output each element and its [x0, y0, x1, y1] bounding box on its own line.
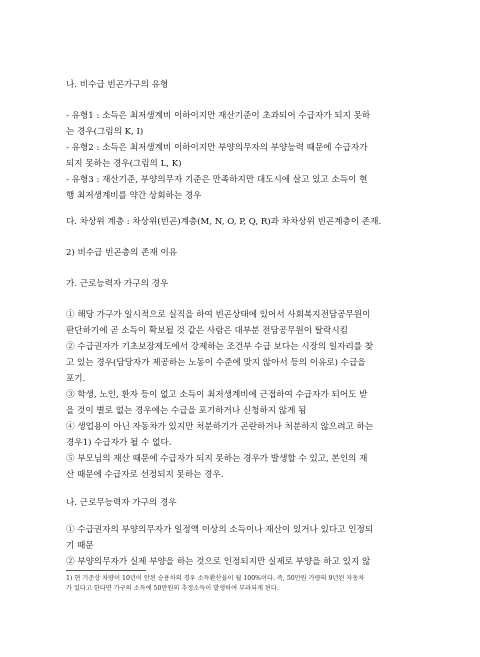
reason-line: ① 해당 가구가 일시적으로 실직을 하여 빈곤상태에 있어서 사회복지전담공무원이 [66, 310, 371, 320]
reason-line: 기 때문 [66, 541, 94, 551]
reason-line: ② 부양의무자가 실제 부양을 하는 것으로 인정되지만 실제로 부양을 하고 있지 않 [66, 557, 371, 567]
heading-working-households: 가. 근로능력자 가구의 경우 [66, 279, 169, 289]
reason-line: 판단하기에 곧 소득이 확보될 것 같은 사람은 대부분 전담공무원이 탈락시킴 [66, 326, 348, 336]
reason-line: 고 있는 경우(담당자가 제공하는 노동이 수준에 맞지 않아서 등의 이유로) 수급을 [66, 358, 366, 368]
reason-line: 을 것이 별로 없는 경우에는 수급을 포기하거나 신청하지 않게 됨 [66, 406, 307, 416]
type-line: - 유형3 : 재산기준, 부양의무자 기준은 만족하지만 대도시에 살고 있고 소득이 현 [66, 175, 368, 185]
heading-nonworking-households: 나. 근로무능력자 가구의 경우 [66, 498, 177, 508]
heading-reasons: 2) 비수급 빈곤층의 존재 이유 [66, 248, 178, 258]
section-title: 나. 비수급 빈곤가구의 유형 [66, 80, 169, 90]
reason-line: ① 수급권자의 부양의무자가 일정액 이상의 소득이나 재산이 있거나 있다고 인정되 [66, 525, 374, 535]
reason-line: 산 때문에 수급자로 선정되지 못하는 경우. [66, 470, 224, 480]
reason-line: 포기. [66, 374, 86, 384]
reason-line: ② 수급권자가 기초보장제도에서 강제하는 조건부 수급 보다는 시장의 일자리를 찾 [66, 342, 374, 352]
type-line: 되지 못하는 경우(그림의 L, K) [66, 159, 182, 169]
type-line: 행 최저생계비를 약간 상회하는 경우 [66, 191, 202, 201]
footnote-divider [66, 570, 146, 571]
type-line: - 유형1 : 소득은 최저생계비 이하이지만 재산기준이 초과되어 수급자가 되지 못하 [66, 111, 371, 121]
reason-line: ③ 학생, 노인, 환자 등이 없고 소득이 최저생계비에 근접하여 수급자가 되어도 받 [66, 390, 368, 400]
reason-line: 경우1) 수급자가 될 수 없다. [66, 438, 172, 448]
footnote-line: 가 있다고 한다면 가구의 소득에 50만원의 추정소득이 발생하여 부과되게 된다. [66, 585, 279, 592]
footnote-line: 1) 현 기준상 차량이 10년이 안된 승용차의 경우 소득환산율이 월 100%이다. 즉, 50만원 가량의 9년된 자동차 [66, 575, 365, 582]
type-line: - 유형2 : 소득은 최저생계비 이하이지만 부양의무자의 부양능력 때문에 수급자가 [66, 143, 368, 153]
reason-line: ④ 생업용이 아닌 자동차가 있지만 처분하기가 곤란하거나 처분하지 않으려고 하는 [66, 422, 374, 432]
type-line: 는 경우(그림의 K, I) [66, 127, 144, 137]
subsection-near-poor: 다. 차상위 계층 : 차상위(빈곤)계층(M, N, O, P, Q, R)과 차차상위 빈곤계층이 존재. [66, 217, 382, 227]
reason-line: ⑤ 부모님의 재산 때문에 수급자가 되지 못하는 경우가 발생할 수 있고, 본인의 재 [66, 454, 368, 464]
